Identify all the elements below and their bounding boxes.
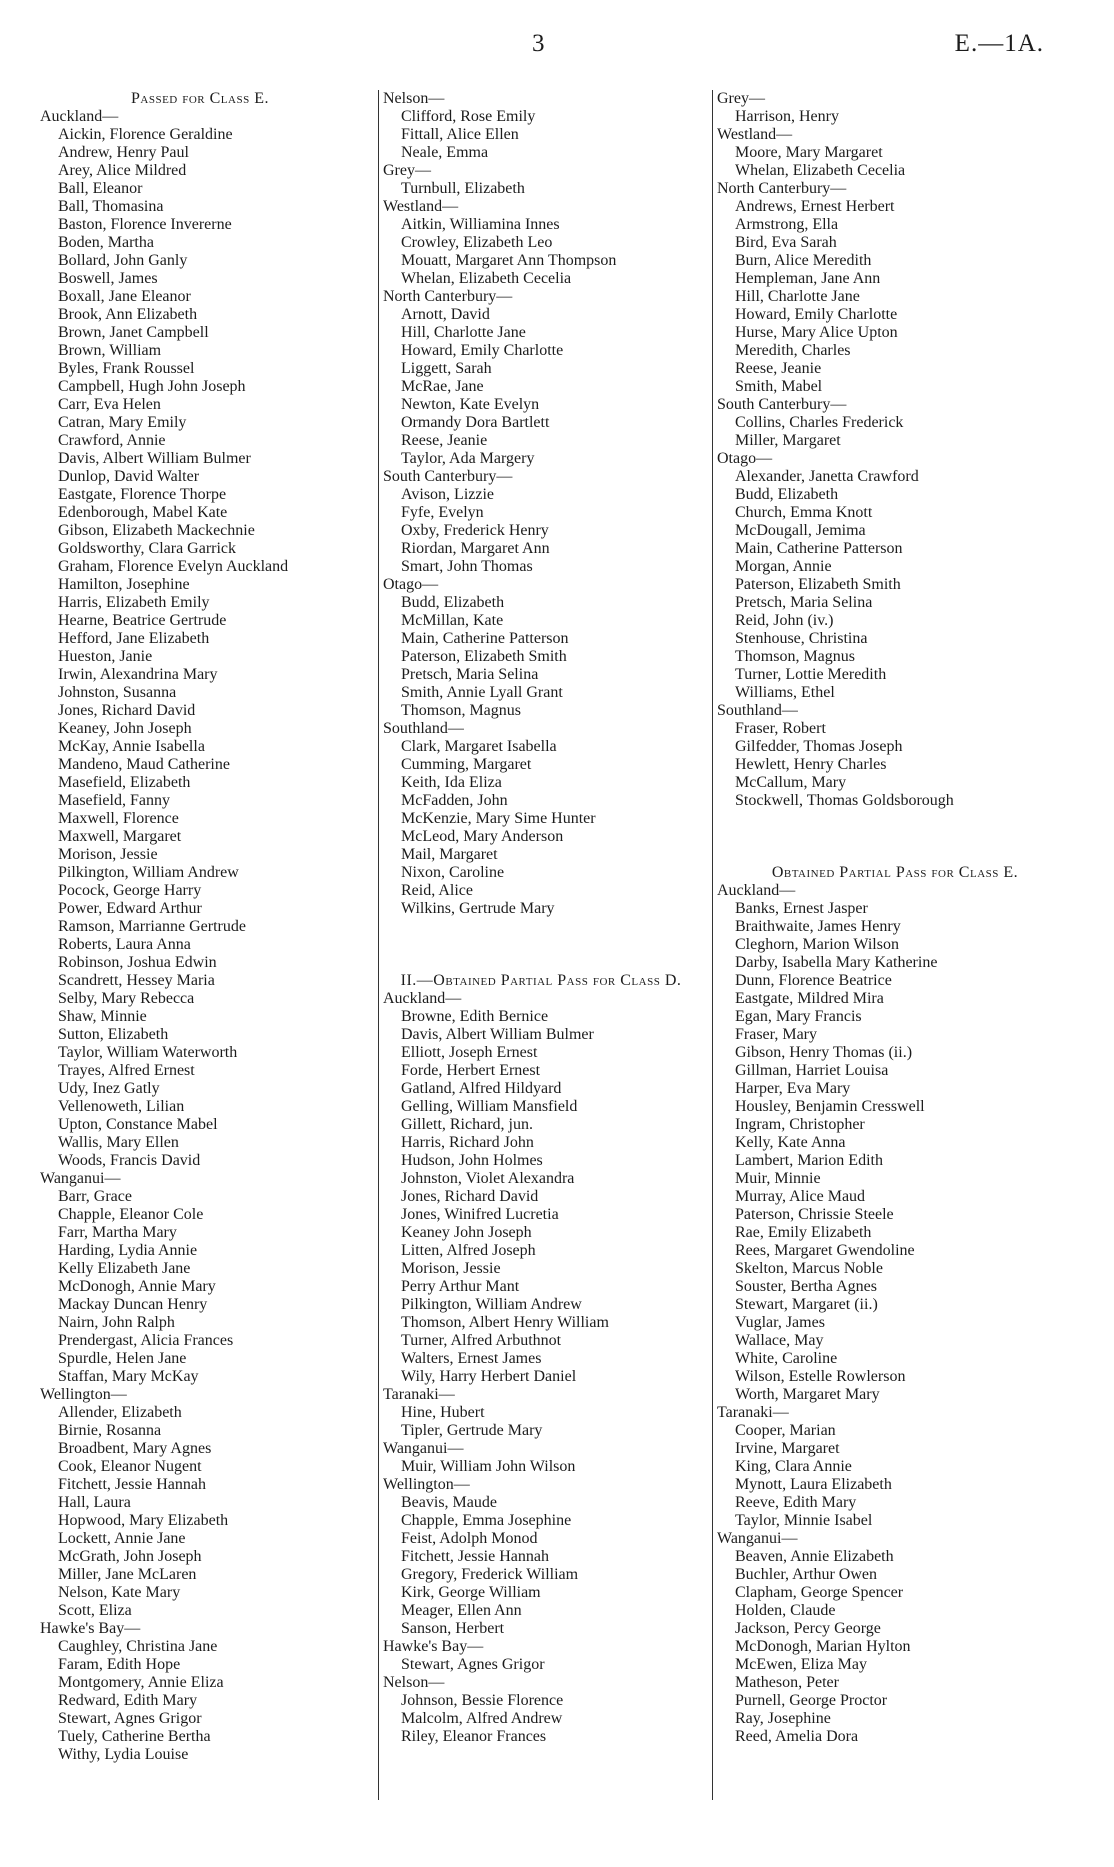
- candidate-name: Smart, John Thomas: [401, 558, 533, 575]
- candidate-name: Power, Edward Arthur: [58, 900, 202, 917]
- candidate-name: Williams, Ethel: [735, 684, 835, 701]
- candidate-name: Ball, Eleanor: [58, 180, 143, 197]
- district-heading: Westland—: [383, 198, 459, 215]
- candidate-name: Fyfe, Evelyn: [401, 504, 484, 521]
- candidate-name: Muir, Minnie: [735, 1170, 821, 1187]
- candidate-name: Mynott, Laura Elizabeth: [735, 1476, 892, 1493]
- candidate-name: Faram, Edith Hope: [58, 1656, 181, 1673]
- candidate-name: Malcolm, Alfred Andrew: [401, 1710, 563, 1727]
- candidate-name: Boden, Martha: [58, 234, 154, 251]
- candidate-name: Stewart, Agnes Grigor: [58, 1710, 202, 1727]
- candidate-name: Egan, Mary Francis: [735, 1008, 862, 1025]
- candidate-name: Alexander, Janetta Crawford: [735, 468, 919, 485]
- candidate-name: Keaney, John Joseph: [58, 720, 192, 737]
- candidate-name: Ormandy Dora Bartlett: [401, 414, 550, 431]
- candidate-name: Irwin, Alexandrina Mary: [58, 666, 218, 683]
- candidate-name: Kelly Elizabeth Jane: [58, 1260, 191, 1277]
- candidate-name: Budd, Elizabeth: [735, 486, 839, 503]
- candidate-name: Catran, Mary Emily: [58, 414, 187, 431]
- candidate-name: Walters, Ernest James: [401, 1350, 542, 1367]
- candidate-name: Budd, Elizabeth: [401, 594, 505, 611]
- candidate-name: Hopwood, Mary Elizabeth: [58, 1512, 229, 1529]
- district-heading: South Canterbury—: [717, 396, 847, 413]
- candidate-name: Tipler, Gertrude Mary: [401, 1422, 543, 1439]
- candidate-name: Chapple, Eleanor Cole: [58, 1206, 204, 1223]
- district-heading: Grey—: [383, 162, 431, 179]
- candidate-name: Redward, Edith Mary: [58, 1692, 198, 1709]
- candidate-name: Stenhouse, Christina: [735, 630, 868, 647]
- section-spacer: [717, 810, 1073, 864]
- candidate-name: McKenzie, Mary Sime Hunter: [401, 810, 596, 827]
- candidate-name: Hine, Hubert: [401, 1404, 485, 1421]
- candidate-name: Nelson, Kate Mary: [58, 1584, 181, 1601]
- candidate-name: Jackson, Percy George: [735, 1620, 881, 1637]
- candidate-name: Upton, Constance Mabel: [58, 1116, 218, 1133]
- candidate-name: McMillan, Kate: [401, 612, 504, 629]
- candidate-name: Reed, Amelia Dora: [735, 1728, 859, 1745]
- candidate-name: Tuely, Catherine Bertha: [58, 1728, 211, 1745]
- candidate-name: Scandrett, Hessey Maria: [58, 972, 215, 989]
- candidate-name: Elliott, Joseph Ernest: [401, 1044, 538, 1061]
- candidate-name: Church, Emma Knott: [735, 504, 873, 521]
- candidate-name: Broadbent, Mary Agnes: [58, 1440, 212, 1457]
- district-heading: Wanganui—: [40, 1170, 121, 1187]
- candidate-name: Goldsworthy, Clara Garrick: [58, 540, 237, 557]
- candidate-name: McDonogh, Annie Mary: [58, 1278, 216, 1295]
- candidate-name: Banks, Ernest Jasper: [735, 900, 868, 917]
- district-heading: Nelson—: [383, 1674, 445, 1691]
- district-heading: North Canterbury—: [717, 180, 847, 197]
- candidate-name: Newton, Kate Evelyn: [401, 396, 540, 413]
- candidate-name: Mouatt, Margaret Ann Thompson: [401, 252, 617, 269]
- candidate-name: Hudson, John Holmes: [401, 1152, 543, 1169]
- candidate-name: Whelan, Elizabeth Cecelia: [735, 162, 906, 179]
- district-heading: Grey—: [717, 90, 765, 107]
- candidate-name: Johnston, Violet Alexandra: [401, 1170, 575, 1187]
- candidate-name: Gelling, William Mansfield: [401, 1098, 578, 1115]
- candidate-name: Prendergast, Alicia Frances: [58, 1332, 234, 1349]
- candidate-name: Hall, Laura: [58, 1494, 131, 1511]
- candidate-name: Gillett, Richard, jun.: [401, 1116, 533, 1133]
- candidate-name: Crowley, Elizabeth Leo: [401, 234, 553, 251]
- candidate-name: Andrews, Ernest Herbert: [735, 198, 895, 215]
- candidate-name: Arnott, David: [401, 306, 490, 323]
- candidate-name: Thomson, Magnus: [735, 648, 855, 665]
- candidate-name: Armstrong, Ella: [735, 216, 839, 233]
- candidate-name: Paterson, Elizabeth Smith: [735, 576, 901, 593]
- document-reference: E.—1A.: [954, 30, 1044, 57]
- candidate-name: Trayes, Alfred Ernest: [58, 1062, 195, 1079]
- district-heading: Auckland—: [40, 108, 119, 125]
- candidate-name: Gilfedder, Thomas Joseph: [735, 738, 903, 755]
- candidate-name: Harper, Eva Mary: [735, 1080, 851, 1097]
- candidate-name: Wilson, Estelle Rowlerson: [735, 1368, 906, 1385]
- candidate-name: Johnston, Susanna: [58, 684, 177, 701]
- candidate-name: Stewart, Agnes Grigor: [401, 1656, 545, 1673]
- district-heading: Wanganui—: [717, 1530, 798, 1547]
- candidate-name: McGrath, John Joseph: [58, 1548, 202, 1565]
- candidate-name: Main, Catherine Patterson: [735, 540, 903, 557]
- candidate-name: Stockwell, Thomas Goldsborough: [735, 792, 954, 809]
- candidate-name: McFadden, John: [401, 792, 508, 809]
- candidate-name: Miller, Jane McLaren: [58, 1566, 197, 1583]
- candidate-name: Edenborough, Mabel Kate: [58, 504, 228, 521]
- page-number: 3: [532, 30, 546, 57]
- candidate-name: Farr, Martha Mary: [58, 1224, 177, 1241]
- candidate-name: Brown, Janet Campbell: [58, 324, 209, 341]
- candidate-name: Lambert, Marion Edith: [735, 1152, 883, 1169]
- district-heading: Taranaki—: [383, 1386, 455, 1403]
- candidate-name: Hill, Charlotte Jane: [735, 288, 860, 305]
- candidate-name: Hewlett, Henry Charles: [735, 756, 887, 773]
- candidate-name: Collins, Charles Frederick: [735, 414, 904, 431]
- candidate-name: Rees, Margaret Gwendoline: [735, 1242, 915, 1259]
- candidate-name: Jones, Richard David: [58, 702, 196, 719]
- candidate-name: Skelton, Marcus Noble: [735, 1260, 883, 1277]
- candidate-name: Cook, Eleanor Nugent: [58, 1458, 202, 1475]
- candidate-name: Souster, Bertha Agnes: [735, 1278, 878, 1295]
- candidate-name: Morison, Jessie: [58, 846, 158, 863]
- candidate-name: Eastgate, Florence Thorpe: [58, 486, 227, 503]
- candidate-name: Smith, Annie Lyall Grant: [401, 684, 563, 701]
- district-heading: Otago—: [383, 576, 439, 593]
- section-heading: II.—Obtained Partial Pass for Class D.: [400, 972, 682, 989]
- candidate-name: Buchler, Arthur Owen: [735, 1566, 877, 1583]
- candidate-name: Whelan, Elizabeth Cecelia: [401, 270, 572, 287]
- district-heading: Wanganui—: [383, 1440, 464, 1457]
- candidate-name: Muir, William John Wilson: [401, 1458, 576, 1475]
- candidate-name: Morgan, Annie: [735, 558, 832, 575]
- candidate-name: Burn, Alice Meredith: [735, 252, 872, 269]
- candidate-name: Maxwell, Margaret: [58, 828, 182, 845]
- candidate-name: Caughley, Christina Jane: [58, 1638, 218, 1655]
- candidate-name: Clapham, George Spencer: [735, 1584, 904, 1601]
- candidate-name: Pilkington, William Andrew: [58, 864, 239, 881]
- candidate-name: Stewart, Margaret (ii.): [735, 1296, 878, 1313]
- candidate-name: Riordan, Margaret Ann: [401, 540, 550, 557]
- candidate-name: Masefield, Elizabeth: [58, 774, 191, 791]
- candidate-name: Boswell, James: [58, 270, 158, 287]
- candidate-name: Scott, Eliza: [58, 1602, 132, 1619]
- candidate-name: Irvine, Margaret: [735, 1440, 840, 1457]
- candidate-name: Barr, Grace: [58, 1188, 132, 1205]
- candidate-name: Campbell, Hugh John Joseph: [58, 378, 246, 395]
- candidate-name: Mackay Duncan Henry: [58, 1296, 208, 1313]
- candidate-name: Jones, Richard David: [401, 1188, 539, 1205]
- candidate-name: Holden, Claude: [735, 1602, 836, 1619]
- candidate-name: Turner, Lottie Meredith: [735, 666, 887, 683]
- candidate-name: Worth, Margaret Mary: [735, 1386, 880, 1403]
- district-heading: Hawke's Bay—: [383, 1638, 484, 1655]
- candidate-name: Harris, Richard John: [401, 1134, 534, 1151]
- candidate-name: Hempleman, Jane Ann: [735, 270, 881, 287]
- candidate-name: Taylor, Ada Margery: [401, 450, 535, 467]
- candidate-name: Ball, Thomasina: [58, 198, 164, 215]
- candidate-name: Montgomery, Annie Eliza: [58, 1674, 224, 1691]
- district-heading: Auckland—: [717, 882, 796, 899]
- candidate-name: Taylor, William Waterworth: [58, 1044, 238, 1061]
- candidate-name: King, Clara Annie: [735, 1458, 852, 1475]
- candidate-name: Harris, Elizabeth Emily: [58, 594, 210, 611]
- candidate-name: Reid, John (iv.): [735, 612, 834, 629]
- candidate-name: Nairn, John Ralph: [58, 1314, 175, 1331]
- candidate-name: Jones, Winifred Lucretia: [401, 1206, 559, 1223]
- candidate-name: Harrison, Henry: [735, 108, 839, 125]
- column-1: [40, 90, 360, 1764]
- candidate-name: Keith, Ida Eliza: [401, 774, 502, 791]
- district-heading: Otago—: [717, 450, 773, 467]
- candidate-name: Masefield, Fanny: [58, 792, 170, 809]
- candidate-name: Taylor, Minnie Isabel: [735, 1512, 873, 1529]
- candidate-name: Ramson, Marrianne Gertrude: [58, 918, 246, 935]
- candidate-name: Paterson, Elizabeth Smith: [401, 648, 567, 665]
- candidate-name: Housley, Benjamin Cresswell: [735, 1098, 925, 1115]
- district-heading: Nelson—: [383, 90, 445, 107]
- candidate-name: Howard, Emily Charlotte: [735, 306, 898, 323]
- section-heading: Obtained Partial Pass for Class E.: [771, 864, 1019, 881]
- candidate-name: Andrew, Henry Paul: [58, 144, 189, 161]
- candidate-name: Pretsch, Maria Selina: [735, 594, 873, 611]
- district-heading: North Canterbury—: [383, 288, 513, 305]
- district-heading: Wellington—: [40, 1386, 127, 1403]
- candidate-name: Hueston, Janie: [58, 648, 153, 665]
- candidate-name: Thomson, Magnus: [401, 702, 521, 719]
- candidate-name: Dunn, Florence Beatrice: [735, 972, 892, 989]
- candidate-name: Forde, Herbert Ernest: [401, 1062, 541, 1079]
- candidate-name: Davis, Albert William Bulmer: [401, 1026, 594, 1043]
- candidate-name: Shaw, Minnie: [58, 1008, 147, 1025]
- candidate-name: Riley, Eleanor Frances: [401, 1728, 547, 1745]
- candidate-name: Cooper, Marian: [735, 1422, 836, 1439]
- candidate-name: Byles, Frank Roussel: [58, 360, 195, 377]
- candidate-name: Pretsch, Maria Selina: [401, 666, 539, 683]
- candidate-name: Johnson, Bessie Florence: [401, 1692, 564, 1709]
- candidate-name: Nixon, Caroline: [401, 864, 505, 881]
- candidate-name: McDougall, Jemima: [735, 522, 866, 539]
- district-heading: Taranaki—: [717, 1404, 789, 1421]
- candidate-name: Reese, Jeanie: [401, 432, 488, 449]
- candidate-name: Wily, Harry Herbert Daniel: [401, 1368, 577, 1385]
- candidate-name: Fraser, Mary: [735, 1026, 817, 1043]
- candidate-name: Pilkington, William Andrew: [401, 1296, 582, 1313]
- candidate-name: Clark, Margaret Isabella: [401, 738, 557, 755]
- candidate-name: Gillman, Harriet Louisa: [735, 1062, 889, 1079]
- candidate-name: Hefford, Jane Elizabeth: [58, 630, 210, 647]
- candidate-name: Reeve, Edith Mary: [735, 1494, 857, 1511]
- candidate-name: McLeod, Mary Anderson: [401, 828, 564, 845]
- section-spacer: [383, 918, 699, 972]
- candidate-name: Dunlop, David Walter: [58, 468, 200, 485]
- candidate-name: Wallace, May: [735, 1332, 824, 1349]
- candidate-name: Harding, Lydia Annie: [58, 1242, 198, 1259]
- candidate-name: Carr, Eva Helen: [58, 396, 161, 413]
- candidate-name: Darby, Isabella Mary Katherine: [735, 954, 938, 971]
- candidate-name: Robinson, Joshua Edwin: [58, 954, 217, 971]
- candidate-name: Woods, Francis David: [58, 1152, 201, 1169]
- candidate-name: Selby, Mary Rebecca: [58, 990, 195, 1007]
- candidate-name: Braithwaite, James Henry: [735, 918, 901, 935]
- candidate-name: Mail, Margaret: [401, 846, 498, 863]
- district-heading: Southland—: [383, 720, 464, 737]
- candidate-name: Murray, Alice Maud: [735, 1188, 866, 1205]
- candidate-name: Smith, Mabel: [735, 378, 823, 395]
- district-heading: Westland—: [717, 126, 793, 143]
- district-heading: Auckland—: [383, 990, 462, 1007]
- candidate-name: Aitkin, Williamina Innes: [401, 216, 560, 233]
- candidate-name: Fitchett, Jessie Hannah: [58, 1476, 206, 1493]
- candidate-name: Roberts, Laura Anna: [58, 936, 191, 953]
- candidate-name: Wilkins, Gertrude Mary: [401, 900, 555, 917]
- candidate-name: Udy, Inez Gatly: [58, 1080, 160, 1097]
- candidate-name: Wallis, Mary Ellen: [58, 1134, 179, 1151]
- candidate-name: Hurse, Mary Alice Upton: [735, 324, 898, 341]
- candidate-name: Hamilton, Josephine: [58, 576, 190, 593]
- candidate-name: Thomson, Albert Henry William: [401, 1314, 609, 1331]
- candidate-name: Purnell, George Proctor: [735, 1692, 888, 1709]
- candidate-name: Feist, Adolph Monod: [401, 1530, 538, 1547]
- candidate-name: Maxwell, Florence: [58, 810, 179, 827]
- candidate-name: Fraser, Robert: [735, 720, 826, 737]
- candidate-name: Gregory, Frederick William: [401, 1566, 579, 1583]
- candidate-name: Kelly, Kate Anna: [735, 1134, 846, 1151]
- candidate-name: Main, Catherine Patterson: [401, 630, 569, 647]
- candidate-name: Browne, Edith Bernice: [401, 1008, 549, 1025]
- candidate-name: Eastgate, Mildred Mira: [735, 990, 884, 1007]
- candidate-name: Hearne, Beatrice Gertrude: [58, 612, 227, 629]
- candidate-name: Spurdle, Helen Jane: [58, 1350, 187, 1367]
- candidate-name: Graham, Florence Evelyn Auckland: [58, 558, 289, 575]
- candidate-name: Chapple, Emma Josephine: [401, 1512, 572, 1529]
- candidate-name: Fittall, Alice Ellen: [401, 126, 519, 143]
- candidate-name: Moore, Mary Margaret: [735, 144, 883, 161]
- candidate-name: Howard, Emily Charlotte: [401, 342, 564, 359]
- district-heading: Southland—: [717, 702, 798, 719]
- candidate-name: Ingram, Christopher: [735, 1116, 865, 1133]
- candidate-name: Arey, Alice Mildred: [58, 162, 187, 179]
- candidate-name: Brook, Ann Elizabeth: [58, 306, 198, 323]
- candidate-name: Crawford, Annie: [58, 432, 166, 449]
- candidate-name: Perry Arthur Mant: [401, 1278, 520, 1295]
- candidate-name: McKay, Annie Isabella: [58, 738, 205, 755]
- candidate-name: Bird, Eva Sarah: [735, 234, 837, 251]
- candidate-name: Liggett, Sarah: [401, 360, 492, 377]
- candidate-name: Gibson, Henry Thomas (ii.): [735, 1044, 913, 1061]
- candidate-name: Sanson, Herbert: [401, 1620, 505, 1637]
- candidate-name: Litten, Alfred Joseph: [401, 1242, 536, 1259]
- candidate-name: White, Caroline: [735, 1350, 838, 1367]
- candidate-name: Keaney John Joseph: [401, 1224, 532, 1241]
- candidate-name: Beaven, Annie Elizabeth: [735, 1548, 894, 1565]
- district-heading: South Canterbury—: [383, 468, 513, 485]
- candidate-name: Oxby, Frederick Henry: [401, 522, 549, 539]
- candidate-name: Ray, Josephine: [735, 1710, 831, 1727]
- candidate-name: Turnbull, Elizabeth: [401, 180, 525, 197]
- candidate-name: Vuglar, James: [735, 1314, 825, 1331]
- candidate-name: Meager, Ellen Ann: [401, 1602, 522, 1619]
- candidate-name: Davis, Albert William Bulmer: [58, 450, 251, 467]
- candidate-name: Neale, Emma: [401, 144, 489, 161]
- candidate-name: Miller, Margaret: [735, 432, 841, 449]
- candidate-name: Morison, Jessie: [401, 1260, 501, 1277]
- candidate-name: McRae, Jane: [401, 378, 484, 395]
- district-heading: Wellington—: [383, 1476, 470, 1493]
- candidate-name: Withy, Lydia Louise: [58, 1746, 189, 1763]
- candidate-name: Boxall, Jane Eleanor: [58, 288, 191, 305]
- candidate-name: Cleghorn, Marion Wilson: [735, 936, 899, 953]
- column-3: [712, 90, 1073, 1800]
- candidate-name: Meredith, Charles: [735, 342, 851, 359]
- candidate-name: Sutton, Elizabeth: [58, 1026, 169, 1043]
- candidate-name: Clifford, Rose Emily: [401, 108, 536, 125]
- candidate-name: Matheson, Peter: [735, 1674, 839, 1691]
- column-2: [378, 90, 699, 1800]
- candidate-name: Gatland, Alfred Hildyard: [401, 1080, 562, 1097]
- candidate-name: Pocock, George Harry: [58, 882, 202, 899]
- candidate-name: Vellenoweth, Lilian: [58, 1098, 185, 1115]
- candidate-name: Cumming, Margaret: [401, 756, 532, 773]
- candidate-name: Reese, Jeanie: [735, 360, 822, 377]
- candidate-name: Birnie, Rosanna: [58, 1422, 162, 1439]
- candidate-name: Reid, Alice: [401, 882, 473, 899]
- candidate-name: Mandeno, Maud Catherine: [58, 756, 230, 773]
- candidate-name: McCallum, Mary: [735, 774, 847, 791]
- candidate-name: McDonogh, Marian Hylton: [735, 1638, 911, 1655]
- candidate-name: Turner, Alfred Arbuthnot: [401, 1332, 562, 1349]
- district-heading: Hawke's Bay—: [40, 1620, 141, 1637]
- candidate-name: Hill, Charlotte Jane: [401, 324, 526, 341]
- candidate-name: Aickin, Florence Geraldine: [58, 126, 233, 143]
- candidate-name: Kirk, George William: [401, 1584, 541, 1601]
- candidate-name: Paterson, Chrissie Steele: [735, 1206, 894, 1223]
- candidate-name: Fitchett, Jessie Hannah: [401, 1548, 549, 1565]
- candidate-name: Baston, Florence Invererne: [58, 216, 232, 233]
- candidate-name: Avison, Lizzie: [401, 486, 495, 503]
- candidate-name: Bollard, John Ganly: [58, 252, 188, 269]
- candidate-name: McEwen, Eliza May: [735, 1656, 867, 1673]
- candidate-name: Gibson, Elizabeth Mackechnie: [58, 522, 255, 539]
- candidate-name: Brown, William: [58, 342, 162, 359]
- candidate-name: Lockett, Annie Jane: [58, 1530, 186, 1547]
- candidate-name: Allender, Elizabeth: [58, 1404, 182, 1421]
- candidate-name: Beavis, Maude: [401, 1494, 497, 1511]
- candidate-name: Rae, Emily Elizabeth: [735, 1224, 872, 1241]
- section-heading: Passed for Class E.: [131, 90, 269, 107]
- candidate-name: Staffan, Mary McKay: [58, 1368, 199, 1385]
